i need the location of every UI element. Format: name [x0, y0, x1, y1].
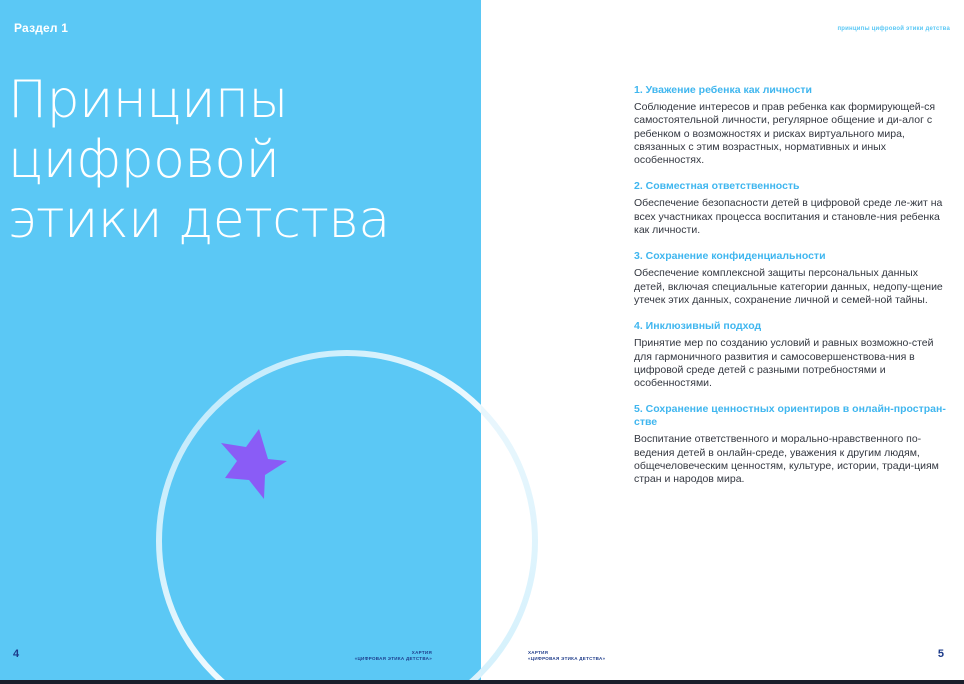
- page-number-left: 4: [13, 648, 20, 660]
- principle-title: 5. Сохранение ценностных ориентиров в онлайн-простран-стве: [634, 403, 946, 429]
- footer-right-line-2: «ЦИФРОВАЯ ЭТИКА ДЕТСТВА»: [528, 656, 606, 661]
- principle-title: 4. Инклюзивный подход: [634, 320, 762, 333]
- principle-title: 3. Сохранение конфиденциальности: [634, 250, 826, 263]
- chapter-title-line-2: цифровой: [8, 130, 280, 190]
- chapter-title-line-1: Принципы: [8, 70, 288, 130]
- left-page: [0, 0, 481, 684]
- right-page: [481, 0, 964, 684]
- footer-left-line-1: ХАРТИЯ: [411, 650, 432, 655]
- footer-left-line-2: «ЦИФРОВАЯ ЭТИКА ДЕТСТВА»: [354, 656, 432, 661]
- chapter-title-line-3: этики детства: [8, 190, 390, 250]
- principle-title: 2. Совместная ответственность: [634, 180, 800, 193]
- section-label: Раздел 1: [14, 21, 69, 35]
- footer-right-line-1: ХАРТИЯ: [528, 650, 549, 655]
- principle-item: [634, 320, 946, 390]
- principle-item: [634, 180, 946, 237]
- principle-text: Воспитание ответственного и морально-нравственного по-ведения детей в онлайн-среде, уважения к другим людям, общечеловеческим ценностям, культуре, истории, тради-циям стран и народов мира.: [634, 433, 939, 486]
- chapter-title: [8, 70, 478, 250]
- principle-text: Обеспечение комплексной защиты персональных данных детей, включая специальные категории данных, недопу-щение утечек этих данных, сохранение личной и семей-ной тайны.: [634, 267, 943, 306]
- running-header: принципы цифровой этики детства: [837, 26, 950, 32]
- principle-text: Обеспечение безопасности детей в цифровой среде ле-жит на всех участниках процесса воспитания и становле-ния ребенка как личности.: [634, 197, 943, 237]
- footer-left: [344, 650, 432, 662]
- footer-right: [528, 650, 605, 662]
- principle-item: [634, 403, 946, 486]
- principle-text: Принятие мер по созданию условий и равных возможно-стей для гармоничного развития и самосовершенствова-ния в цифровой среде детей с разными потребностями и особенностями.: [634, 337, 934, 390]
- principle-item: [634, 250, 946, 307]
- principle-title: 1. Уважение ребенка как личности: [634, 84, 812, 96]
- bottom-edge: [0, 680, 964, 684]
- principle-text: Соблюдение интересов и прав ребенка как формирующей-ся самостоятельной личности, регулярное общение и ди-алог с ребенком о возможностях и рисках виртуального мира, связанных с этим возрастных, нормативных и иных особенностях.: [634, 101, 936, 167]
- principle-item: [634, 84, 946, 167]
- page-number-right: 5: [937, 648, 944, 660]
- principles-list: [634, 84, 946, 500]
